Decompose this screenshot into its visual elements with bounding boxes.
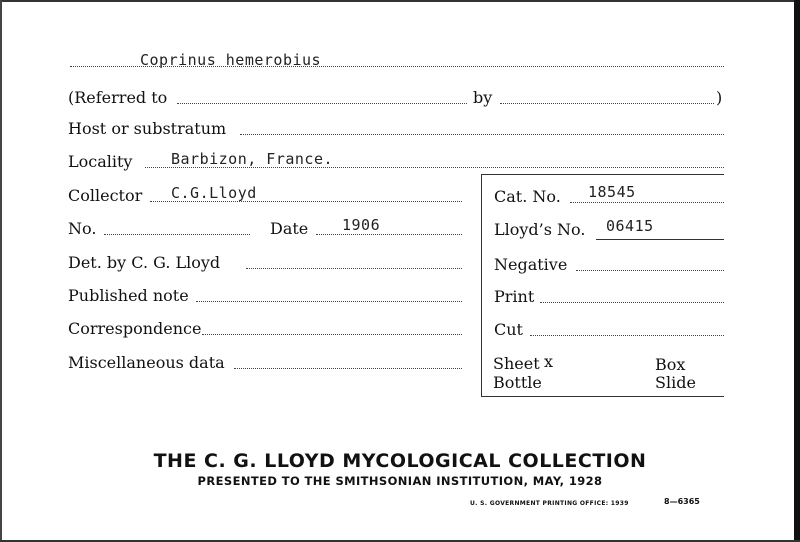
lloyds-no-value: 06415: [606, 217, 654, 235]
species-name: Coprinus hemerobius: [140, 51, 322, 69]
negative-line: [576, 270, 724, 271]
cut-line: [530, 335, 724, 336]
card-edge-top: [0, 0, 800, 2]
by-label: by: [473, 88, 493, 107]
no-line: [104, 234, 250, 235]
sheet-mark: x: [544, 352, 554, 371]
published-note-line: [196, 301, 462, 302]
by-line: [500, 103, 714, 104]
date-line: [316, 234, 462, 235]
collection-subtitle: PRESENTED TO THE SMITHSONIAN INSTITUTION, MAY, 1928: [197, 474, 603, 488]
det-by-line: [246, 268, 462, 269]
miscellaneous-data-label: Miscellaneous data: [68, 353, 225, 372]
printing-office-note: U. S. GOVERNMENT PRINTING OFFICE: 1939: [470, 500, 629, 507]
collector-value: C.G.Lloyd: [171, 184, 257, 202]
referred-to-label: (Referred to: [68, 88, 168, 107]
referred-to-line: [177, 103, 467, 104]
cat-no-label: Cat. No.: [494, 187, 561, 206]
no-label: No.: [68, 219, 97, 238]
lloyds-no-line: [596, 239, 724, 240]
collector-label: Collector: [68, 186, 143, 205]
print-label: Print: [494, 287, 535, 306]
form-code: 8—6365: [664, 497, 700, 506]
box-label: Box: [655, 355, 686, 374]
cut-label: Cut: [494, 320, 523, 339]
negative-label: Negative: [494, 255, 568, 274]
published-note-label: Published note: [68, 286, 189, 305]
catalog-box-top: [481, 174, 724, 175]
close-paren: ): [716, 88, 723, 107]
host-label: Host or substratum: [68, 119, 227, 138]
sheet-label: Sheet: [493, 354, 540, 373]
lloyds-no-label: Lloyd’s No.: [494, 220, 586, 239]
miscellaneous-data-line: [234, 368, 462, 369]
slide-label: Slide: [655, 373, 696, 392]
date-label: Date: [270, 219, 309, 238]
correspondence-label: Correspondence: [68, 319, 202, 338]
locality-value: Barbizon, France.: [171, 150, 334, 168]
catalog-box-border: [481, 174, 482, 396]
date-value: 1906: [342, 216, 381, 234]
cat-no-line: [570, 202, 724, 203]
correspondence-line: [202, 334, 462, 335]
cat-no-value: 18545: [588, 183, 636, 201]
print-line: [540, 302, 724, 303]
locality-label: Locality: [68, 152, 133, 171]
det-by-label: Det. by C. G. Lloyd: [68, 253, 221, 272]
bottle-label: Bottle: [493, 373, 542, 392]
catalog-box-bottom: [481, 396, 724, 397]
host-line: [240, 134, 724, 135]
collection-title: THE C. G. LLOYD MYCOLOGICAL COLLECTION: [153, 450, 647, 472]
